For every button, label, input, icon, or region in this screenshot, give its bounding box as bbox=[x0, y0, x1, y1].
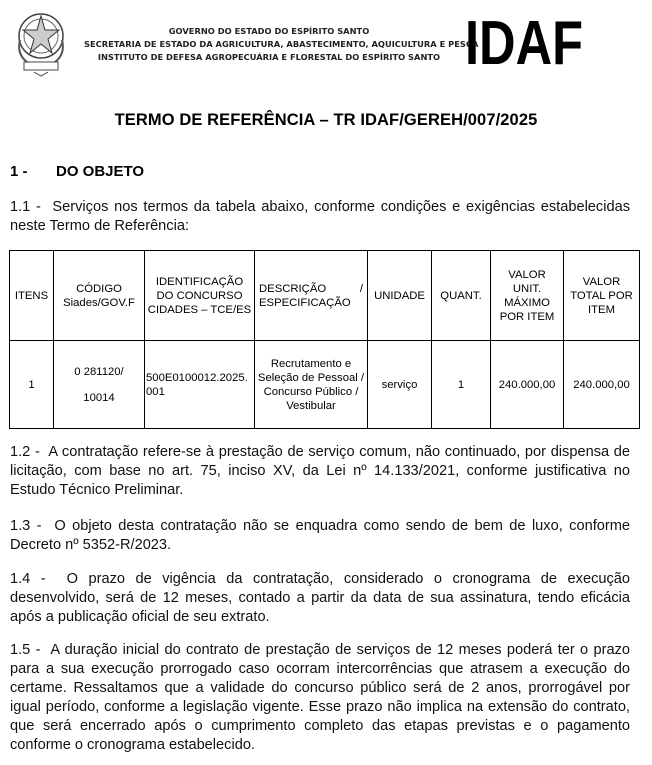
cell-item: 1 bbox=[10, 341, 54, 429]
cell-quant: 1 bbox=[432, 341, 491, 429]
paragraph-1-5 bbox=[10, 641, 630, 755]
reference-table bbox=[9, 250, 640, 429]
paragraph-text: O objeto desta contratação não se enquadra como sendo de bem de luxo, conforme Decreto nº 5352-R/2023. bbox=[10, 518, 630, 553]
section-title: DO OBJETO bbox=[56, 163, 145, 180]
paragraph-number: 1.2 - bbox=[10, 444, 40, 460]
table-header-row bbox=[10, 251, 640, 341]
cell-codigo-line1: 0 281120/ bbox=[74, 365, 124, 378]
paragraph-1-2 bbox=[10, 443, 630, 500]
paragraph-text: A duração inicial do contrato de prestação de serviços de 12 meses poderá ter o prazo para a sua execução prorrogado caso ocorram intercorrências que atrasem a execução do certame. Ressaltamos que a validade do concurso público será de 2 anos, prorrogável por igual período, conforme a legislação vigente. Esse prazo não implica na extensão do contrato, que será encerrado após o cumprimento completo das etapas previstas e o pagamento conforme o cronograma estabelecido. bbox=[10, 642, 631, 753]
state-coat-of-arms-icon bbox=[12, 6, 70, 78]
cell-identificacao: 500E0100012.2025.001 bbox=[145, 341, 255, 429]
paragraph-number: 1.4 - bbox=[10, 571, 46, 587]
header-itens: ITENS bbox=[10, 251, 54, 341]
paragraph-number: 1.1 - bbox=[10, 199, 41, 215]
paragraph-1-4 bbox=[10, 570, 630, 627]
header-line-government: GOVERNO DO ESTADO DO ESPÍRITO SANTO bbox=[168, 26, 370, 36]
document-header bbox=[0, 0, 652, 82]
paragraph-text: A contratação refere-se à prestação de serviço comum, não continuado, por dispensa de licitação, com base no art. 75, inciso XV, da Lei nº 14.133/2021, conforme justificativa no Estudo Técnico Preliminar. bbox=[10, 444, 631, 498]
cell-unidade: serviço bbox=[368, 341, 432, 429]
header-unidade: UNIDADE bbox=[368, 251, 432, 341]
table-row bbox=[10, 341, 640, 429]
paragraph-number: 1.5 - bbox=[10, 642, 41, 658]
cell-codigo bbox=[54, 341, 145, 429]
idaf-logo bbox=[465, 9, 583, 78]
header-valor-unit: VALOR UNIT. MÁXIMO POR ITEM bbox=[491, 251, 564, 341]
cell-valor-unit: 240.000,00 bbox=[491, 341, 564, 429]
cell-valor-total: 240.000,00 bbox=[564, 341, 640, 429]
paragraph-text: Serviços nos termos da tabela abaixo, conforme condições e exigências estabelecidas neste Termo de Referência: bbox=[10, 199, 630, 234]
header-quant: QUANT. bbox=[432, 251, 491, 341]
logo-text: IDAF bbox=[465, 9, 583, 78]
paragraph-1-1 bbox=[10, 198, 630, 236]
header-codigo: CÓDIGO Siades/GOV.F bbox=[54, 251, 145, 341]
cell-descricao: Recrutamento e Seleção de Pessoal / Concurso Público / Vestibular bbox=[255, 341, 368, 429]
header-institution-lines bbox=[84, 25, 479, 64]
section-heading bbox=[10, 163, 144, 180]
header-descricao: DESCRIÇÃO / ESPECIFICAÇÃO bbox=[255, 251, 368, 341]
header-valor-total: VALOR TOTAL POR ITEM bbox=[564, 251, 640, 341]
cell-codigo-line2: 10014 bbox=[83, 391, 115, 404]
header-line-institute: INSTITUTO DE DEFESA AGROPECUÁRIA E FLORESTAL DO ESPÍRITO SANTO bbox=[97, 52, 441, 62]
header-line-secretariat: SECRETARIA DE ESTADO DA AGRICULTURA, ABASTECIMENTO, AQUICULTURA E PESCA bbox=[84, 39, 479, 49]
document-title: TERMO DE REFERÊNCIA – TR IDAF/GEREH/007/2025 bbox=[114, 111, 538, 129]
paragraph-text: O prazo de vigência da contratação, considerado o cronograma de execução desenvolvido, será de 12 meses, contado a partir da data de sua assinatura, tendo eficácia após a publicação oficial de seu extrato. bbox=[10, 571, 631, 625]
paragraph-1-3 bbox=[10, 517, 630, 555]
section-number: 1 - bbox=[10, 163, 28, 180]
paragraph-number: 1.3 - bbox=[10, 518, 42, 534]
header-identificacao: IDENTIFICAÇÃO DO CONCURSO CIDADES – TCE/ES bbox=[145, 251, 255, 341]
